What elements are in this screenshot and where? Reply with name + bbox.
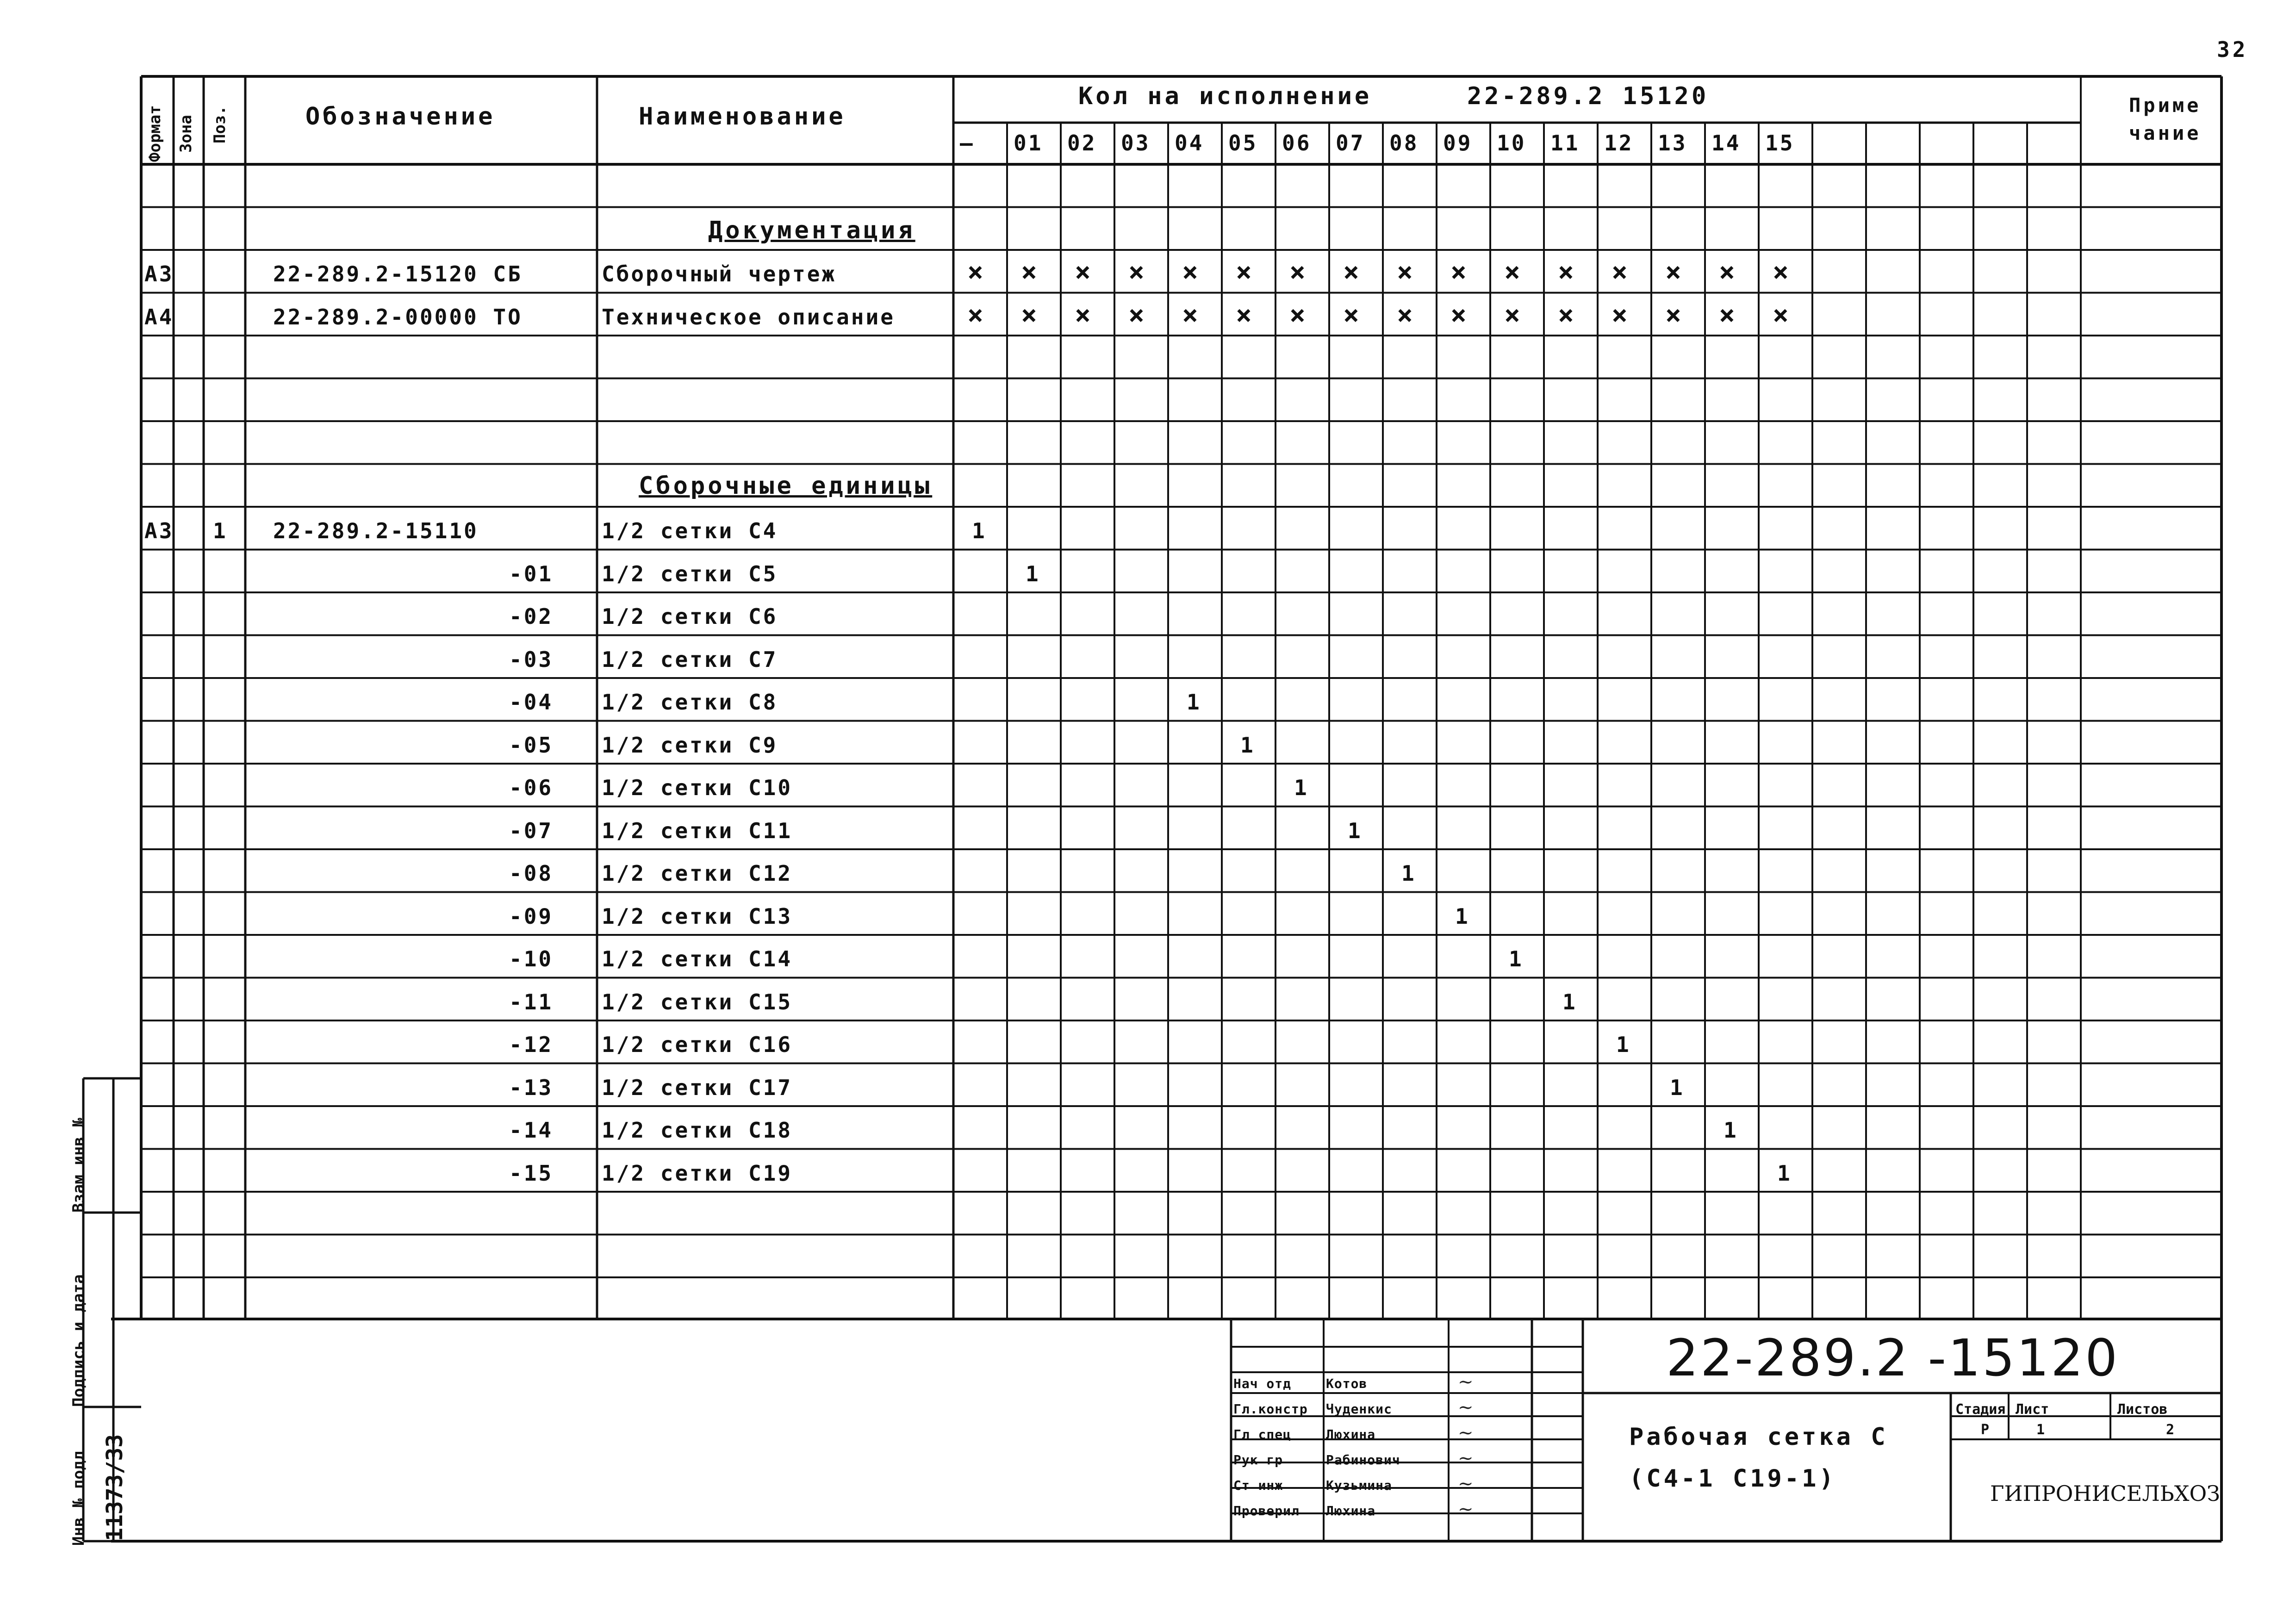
row-qty: 1 — [1616, 1032, 1631, 1057]
header-note: Приме чание — [2129, 94, 2202, 144]
row-designation: -05 — [509, 732, 554, 758]
header-qty-title: Кол на исполнение — [1078, 82, 1372, 110]
row-name: 1/2 сетки С8 — [602, 690, 778, 715]
qty-mark: × — [1773, 299, 1789, 330]
page-number: 32 — [2217, 37, 2248, 62]
section-documentation: Документация — [708, 217, 915, 244]
qty-mark: × — [1128, 299, 1145, 330]
side-vzam: Взам инв № — [69, 1118, 88, 1213]
row-name: 1/2 сетки С18 — [602, 1118, 793, 1143]
row-designation: -10 — [509, 946, 554, 971]
row-format: А3 — [144, 261, 174, 286]
row-name: Техническое описание — [602, 304, 895, 330]
row-name: Сборочный чертеж — [602, 261, 837, 286]
qty-mark: × — [1021, 299, 1037, 330]
person-name: Кузьмина — [1326, 1478, 1392, 1493]
qty-mark: × — [1773, 256, 1789, 287]
signature: ~ — [1458, 1422, 1474, 1444]
row-name: 1/2 сетки С6 — [602, 604, 778, 629]
sheets-value: 2 — [2166, 1422, 2175, 1438]
variant-header: 11 — [1550, 131, 1580, 156]
row-name: 1/2 сетки С9 — [602, 732, 778, 758]
row-name: 1/2 сетки С7 — [602, 647, 778, 672]
row-qty: 1 — [1455, 903, 1470, 929]
person-name: Люхина — [1326, 1503, 1376, 1518]
variant-header: — — [960, 131, 975, 156]
row-name: 1/2 сетки С4 — [602, 518, 778, 543]
sheet-label: Лист — [2016, 1401, 2049, 1418]
title-line1: Рабочая сетка С — [1629, 1423, 1888, 1451]
qty-mark: × — [1558, 256, 1574, 287]
qty-mark: × — [1289, 299, 1306, 330]
row-qty: 1 — [1348, 818, 1363, 843]
person-name: Люхина — [1326, 1427, 1376, 1442]
qty-mark: × — [1450, 256, 1467, 287]
row-qty: 1 — [1401, 861, 1416, 886]
variant-header: 10 — [1497, 131, 1526, 156]
row-name: 1/2 сетки С10 — [602, 775, 793, 800]
variant-header: 06 — [1282, 131, 1312, 156]
signature: ~ — [1458, 1473, 1474, 1494]
person-role: Рук гр — [1233, 1452, 1283, 1468]
row-designation: -13 — [509, 1075, 554, 1100]
side-inv-orig-value: 11373/33 — [102, 1434, 128, 1541]
variant-header: 07 — [1336, 131, 1365, 156]
row-designation: -01 — [509, 561, 554, 586]
header-format: Формат — [146, 105, 164, 162]
person-role: Нач отд — [1233, 1376, 1292, 1391]
row-qty: 1 — [1777, 1160, 1792, 1186]
section-assemblies: Сборочные единицы — [639, 472, 933, 500]
variant-header: 05 — [1228, 131, 1258, 156]
qty-mark: × — [1075, 256, 1091, 287]
variant-header: 15 — [1765, 131, 1795, 156]
variant-header: 04 — [1175, 131, 1204, 156]
row-qty: 1 — [1187, 690, 1201, 715]
side-sign-date: Подпись и дата — [69, 1274, 88, 1407]
title-code: 22-289.2 -15120 — [1666, 1328, 2120, 1388]
row-designation: -15 — [509, 1160, 554, 1186]
row-qty: 1 — [1509, 946, 1524, 971]
person-name: Чуденкис — [1326, 1401, 1392, 1417]
header-pos: Поз. — [211, 106, 229, 143]
row-name: 1/2 сетки С15 — [602, 989, 793, 1014]
row-format: А4 — [144, 304, 174, 330]
row-qty: 1 — [972, 518, 987, 543]
row-qty: 1 — [1240, 732, 1255, 758]
variant-header: 03 — [1121, 131, 1151, 156]
header-name: Наименование — [639, 103, 846, 131]
variant-header: 13 — [1658, 131, 1687, 156]
stage-value: Р — [1981, 1422, 1990, 1438]
row-designation: 22-289.2-15110 — [273, 518, 479, 543]
row-designation: -11 — [509, 989, 554, 1014]
row-designation: 22-289.2-15120 СБ — [273, 261, 523, 286]
qty-mark: × — [1397, 256, 1413, 287]
row-name: 1/2 сетки С11 — [602, 818, 793, 843]
row-designation: -12 — [509, 1032, 554, 1057]
variant-header: 08 — [1389, 131, 1419, 156]
qty-mark: × — [1236, 299, 1252, 330]
signature: ~ — [1458, 1499, 1474, 1520]
qty-mark: × — [1719, 256, 1735, 287]
qty-mark: × — [1504, 256, 1520, 287]
header-designation: Обозначение — [305, 103, 496, 131]
header-qty-code: 22-289.2 15120 — [1467, 82, 1709, 110]
person-role: Ст инж — [1233, 1478, 1283, 1493]
qty-mark: × — [1397, 299, 1413, 330]
variant-header: 12 — [1604, 131, 1634, 156]
row-qty: 1 — [1724, 1118, 1738, 1143]
row-name: 1/2 сетки С16 — [602, 1032, 793, 1057]
qty-mark: × — [1558, 299, 1574, 330]
qty-mark: × — [967, 256, 983, 287]
row-designation: -07 — [509, 818, 554, 843]
row-format: А3 — [144, 518, 174, 543]
header-zone: Зона — [177, 115, 195, 153]
variant-header: 09 — [1443, 131, 1473, 156]
row-name: 1/2 сетки С13 — [602, 903, 793, 929]
row-designation: -04 — [509, 690, 554, 715]
person-role: Проверил — [1233, 1503, 1300, 1518]
qty-mark: × — [1021, 256, 1037, 287]
row-designation: 22-289.2-00000 ТО — [273, 304, 523, 330]
qty-mark: × — [1289, 256, 1306, 287]
qty-mark: × — [1612, 299, 1628, 330]
row-designation: -08 — [509, 861, 554, 886]
person-role: Гл.констр — [1233, 1401, 1308, 1417]
row-qty: 1 — [1670, 1075, 1685, 1100]
sheets-label: Листов — [2117, 1401, 2168, 1418]
sheet-value: 1 — [2036, 1422, 2045, 1438]
qty-mark: × — [967, 299, 983, 330]
variant-header: 01 — [1014, 131, 1043, 156]
variant-header: 14 — [1711, 131, 1741, 156]
qty-mark: × — [1128, 256, 1145, 287]
row-pos: 1 — [213, 518, 228, 543]
variant-header: 02 — [1067, 131, 1097, 156]
row-designation: -02 — [509, 604, 554, 629]
qty-mark: × — [1343, 256, 1359, 287]
side-inv-orig: Инв № подл — [69, 1451, 88, 1546]
row-qty: 1 — [1026, 561, 1040, 586]
qty-mark: × — [1182, 256, 1198, 287]
qty-mark: × — [1719, 299, 1735, 330]
row-qty: 1 — [1562, 989, 1577, 1014]
signature: ~ — [1458, 1397, 1474, 1418]
person-role: Гл спец — [1233, 1427, 1292, 1442]
stage-label: Стадия — [1955, 1401, 2006, 1418]
qty-mark: × — [1236, 256, 1252, 287]
row-name: 1/2 сетки С5 — [602, 561, 778, 586]
qty-mark: × — [1450, 299, 1467, 330]
org-name: ГИПРОНИСЕЛЬХОЗ — [1990, 1481, 2220, 1506]
row-name: 1/2 сетки С12 — [602, 861, 793, 886]
person-name: Котов — [1326, 1376, 1368, 1391]
row-name: 1/2 сетки С14 — [602, 946, 793, 971]
row-designation: -06 — [509, 775, 554, 800]
row-qty: 1 — [1294, 775, 1309, 800]
qty-mark: × — [1504, 299, 1520, 330]
row-designation: -03 — [509, 647, 554, 672]
signature: ~ — [1458, 1371, 1474, 1393]
qty-mark: × — [1075, 299, 1091, 330]
qty-mark: × — [1343, 299, 1359, 330]
qty-mark: × — [1665, 256, 1681, 287]
qty-mark: × — [1665, 299, 1681, 330]
row-name: 1/2 сетки С19 — [602, 1160, 793, 1186]
row-name: 1/2 сетки С17 — [602, 1075, 793, 1100]
qty-mark: × — [1612, 256, 1628, 287]
row-designation: -14 — [509, 1118, 554, 1143]
qty-mark: × — [1182, 299, 1198, 330]
row-designation: -09 — [509, 903, 554, 929]
signature: ~ — [1458, 1448, 1474, 1469]
title-line2: (С4-1 С19-1) — [1629, 1465, 1836, 1493]
person-name: Рабинович — [1326, 1452, 1400, 1468]
